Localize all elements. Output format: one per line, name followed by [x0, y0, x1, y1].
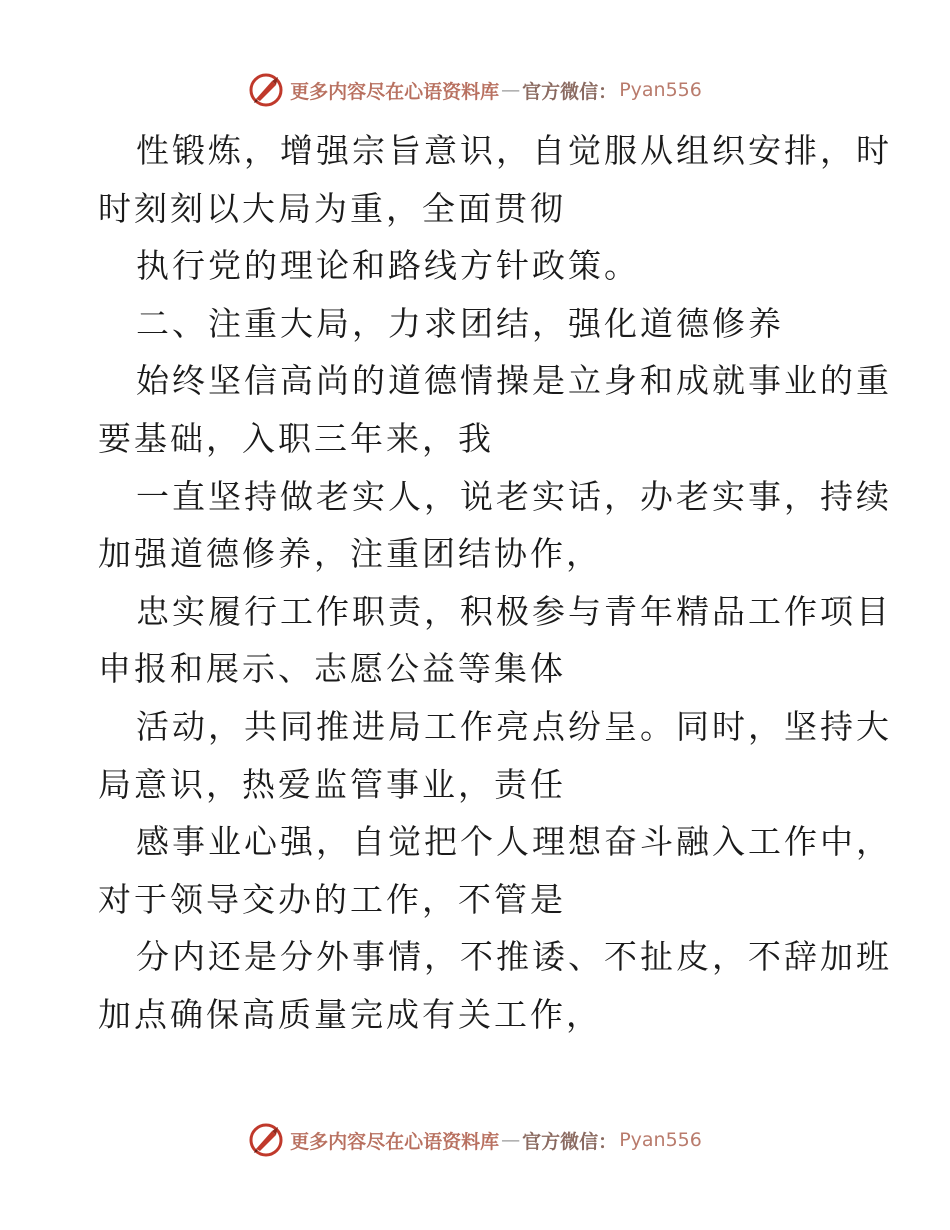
header-banner — [0, 70, 950, 110]
footer-wechat-id: Pyan556 — [619, 1129, 702, 1151]
footer-banner — [0, 1120, 950, 1160]
body-text-line: 对于领导交办的工作，不管是 — [98, 879, 566, 919]
body-text-line: 局意识，热爱监管事业，责任 — [98, 764, 566, 804]
body-text-line: 加强道德修养，注重团结协作， — [98, 534, 602, 574]
quill-pen-logo-icon — [248, 72, 284, 108]
body-text-line: 加点确保高质量完成有关工作， — [98, 994, 602, 1034]
header-separator: — — [501, 79, 521, 101]
footer-site-text: 更多内容尽在心语资料库 — [290, 1130, 500, 1153]
body-text-line: 要基础，入职三年来，我 — [98, 418, 494, 458]
body-text-line: 执行党的理论和路线方针政策。 — [136, 246, 640, 286]
body-text-line: 感事业心强，自觉把个人理想奋斗融入工作中， — [136, 822, 892, 862]
body-text-line: 时刻刻以大局为重，全面贯彻 — [98, 188, 566, 228]
body-text-line: 性锻炼，增强宗旨意识，自觉服从组织安排，时 — [136, 131, 892, 170]
body-text-line: 申报和展示、志愿公益等集体 — [98, 649, 566, 689]
body-text-line: 二、注重大局，力求团结，强化道德修养 — [136, 303, 784, 343]
quill-pen-logo-icon — [248, 1122, 284, 1158]
footer-wechat-label: 官方微信： — [522, 1130, 618, 1153]
body-text-line: 分内还是分外事情，不推诿、不扯皮，不辞加班 — [136, 937, 892, 977]
document-body — [98, 122, 892, 1044]
header-wechat-id: Pyan556 — [619, 79, 702, 101]
body-text-line: 忠实履行工作职责，积极参与青年精品工作项目 — [136, 591, 892, 631]
header-site-text: 更多内容尽在心语资料库 — [290, 80, 500, 103]
body-text-line: 活动，共同推进局工作亮点纷呈。同时，坚持大 — [136, 706, 892, 746]
body-text-line: 始终坚信高尚的道德情操是立身和成就事业的重 — [136, 361, 892, 401]
footer-separator: — — [501, 1129, 521, 1151]
header-wechat-label: 官方微信： — [522, 80, 618, 103]
body-text-line: 一直坚持做老实人，说老实话，办老实事，持续 — [136, 476, 892, 516]
